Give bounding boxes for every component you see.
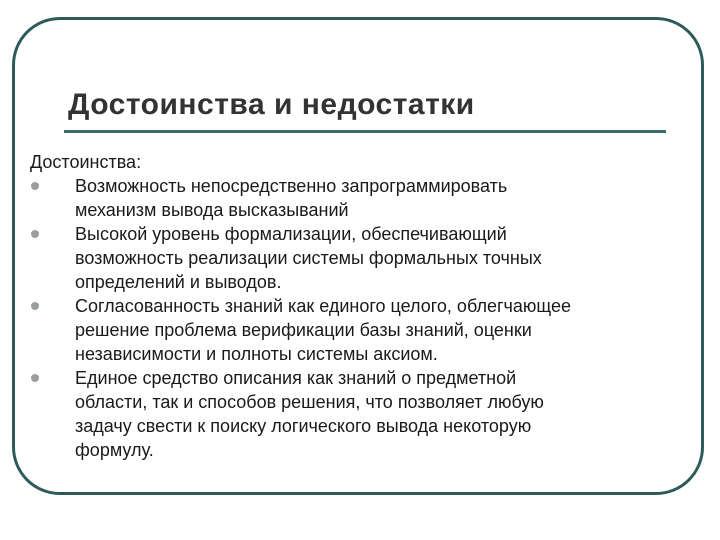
list-item	[30, 174, 690, 222]
list-item-line: задачу свести к поиску логического вывода некоторую	[75, 416, 532, 436]
list-item-line: определений и выводов.	[75, 272, 282, 292]
list-item-line: Единое средство описания как знаний о предметной	[75, 368, 517, 388]
list-item-line: независимости и полноты системы аксиом.	[75, 344, 438, 364]
bullet-dot-icon	[31, 230, 39, 238]
list-item-line: формулу.	[75, 440, 154, 460]
slide-title: Достоинства и недостатки	[68, 88, 475, 121]
list-item	[30, 366, 690, 462]
list-item-line: решение проблема верификации базы знаний, оценки	[75, 320, 532, 340]
list-item-line: возможность реализации системы формальных точных	[75, 248, 542, 268]
title-underline	[64, 130, 666, 133]
list-item-line: Согласованность знаний как единого целого, облегчающее	[75, 296, 572, 316]
bullet-dot-icon	[31, 302, 39, 310]
list-item	[30, 222, 690, 294]
bullet-dot-icon	[31, 182, 39, 190]
list-item	[30, 294, 690, 366]
list-item-line: Возможность непосредственно запрограммировать	[75, 176, 508, 196]
slide-content	[30, 150, 690, 462]
list-item-line: механизм вывода высказываний	[75, 200, 349, 220]
list-item-line: области, так и способов решения, что позволяет любую	[75, 392, 544, 412]
advantages-list	[30, 174, 690, 462]
advantages-heading: Достоинства:	[30, 152, 142, 172]
bullet-dot-icon	[31, 374, 39, 382]
list-item-line: Высокой уровень формализации, обеспечивающий	[75, 224, 507, 244]
